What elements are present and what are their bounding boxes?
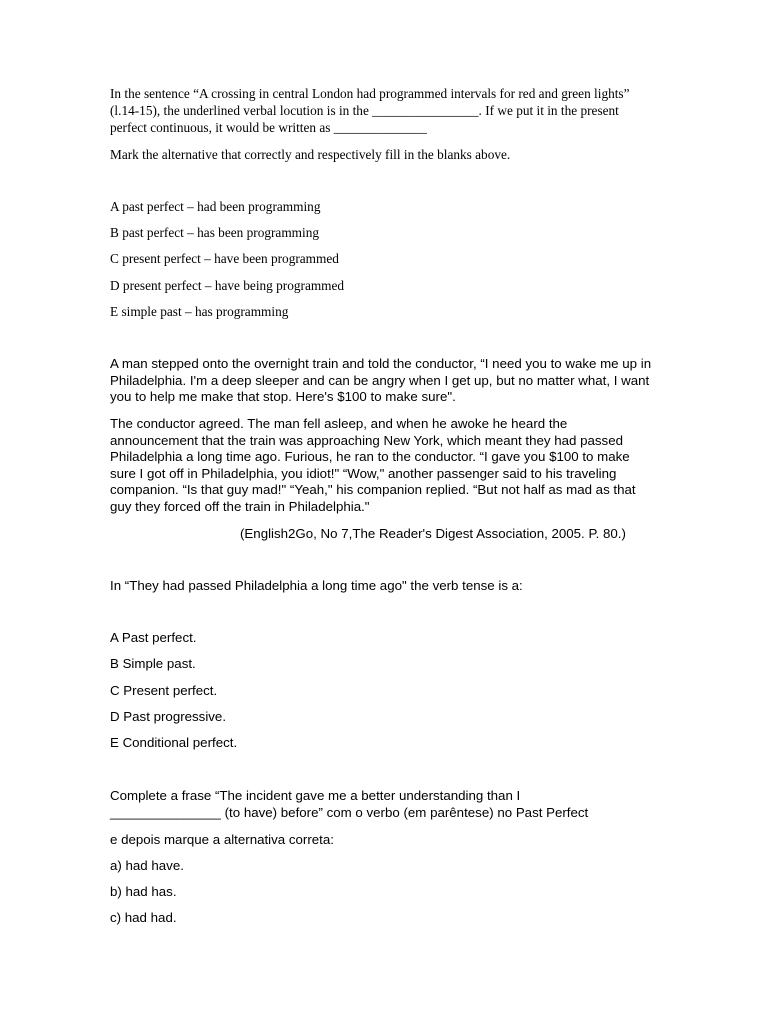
- question1-instruction: Mark the alternative that correctly and respectively fill in the blanks above.: [110, 147, 511, 162]
- story-paragraph-1: A man stepped onto the overnight train and told the conductor, “I need you to wake me up in Philadelphia. I'm a deep sleeper and can be angry when I get up, but no matter what, I want you to help me make that stop. Here's $100 to make sure".: [110, 356, 652, 405]
- question1-prompt: In the sentence “A crossing in central London had programmed intervals for red and green lights” (l.14-15), the underlined verbal locution is in the ________________. If we put it in the present perfect continuous, it would be written as ______________: [110, 86, 630, 135]
- story-paragraph-2: The conductor agreed. The man fell asleep, and when he awoke he heard the announcement that the train was approaching New York, which meant they had passed Philadelphia a long time ago. Furious, he ran to the conductor. “I gave you $100 to make sure I got off in Philadelphia, you idiot!" “Wow," another passenger said to his traveling companion. “Is that guy mad!" “Yeah," his companion replied. “But not half as mad as that guy they forced off the train in Philadelphia.": [110, 416, 636, 514]
- question1-option-d: D present perfect – have being programmed: [110, 278, 345, 293]
- story-source: (English2Go, No 7,The Reader's Digest Association, 2005. P. 80.): [240, 526, 626, 541]
- question2-prompt: In “They had passed Philadelphia a long time ago" the verb tense is a:: [110, 578, 523, 593]
- question1-option-b: B past perfect – has been programming: [110, 225, 319, 240]
- question3-instruction: e depois marque a alternativa correta:: [110, 832, 334, 847]
- question1-option-c: C present perfect – have been programmed: [110, 251, 339, 266]
- question3-prompt: Complete a frase “The incident gave me a better understanding than I _______________ (to have) before” com o verbo (em parêntese) no Past Perfect: [110, 788, 589, 820]
- question2-option-e: E Conditional perfect.: [110, 735, 238, 750]
- question3-option-c: c) had had.: [110, 910, 177, 925]
- question2-option-c: C Present perfect.: [110, 683, 218, 698]
- question2-option-a: A Past perfect.: [110, 630, 197, 645]
- question2-option-d: D Past progressive.: [110, 709, 227, 724]
- question1-option-a: A past perfect – had been programming: [110, 199, 321, 214]
- question3-option-a: a) had have.: [110, 858, 184, 873]
- question2-option-b: B Simple past.: [110, 656, 196, 671]
- question3-option-b: b) had has.: [110, 884, 177, 899]
- question1-option-e: E simple past – has programming: [110, 304, 289, 319]
